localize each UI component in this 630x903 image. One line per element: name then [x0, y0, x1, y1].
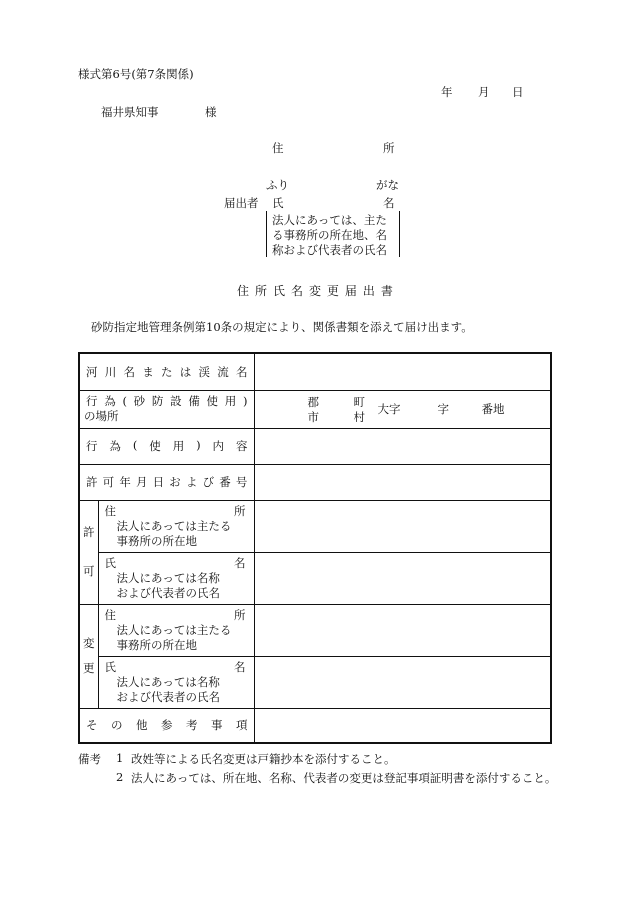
permit-group-label: 許 可 [79, 500, 98, 604]
river-name-field[interactable] [254, 353, 551, 390]
row-permit-date [79, 464, 551, 500]
applicant-note-line-2: る事務所の所在地、名 [272, 228, 387, 242]
permit-address-label: 住 所 法人にあっては主たる 事務所の所在地 [98, 500, 254, 552]
change-name-field[interactable] [254, 656, 551, 708]
row-permit-address [79, 500, 551, 552]
permit-name-label: 氏 名 法人にあっては名称 および代表者の氏名 [98, 552, 254, 604]
change-address-label: 住 所 法人にあっては主たる 事務所の所在地 [98, 604, 254, 656]
title-char: 住 [237, 284, 250, 298]
title-char: 所 [254, 284, 267, 298]
banchi-label: 番地 [481, 402, 505, 416]
cho-label: 町 [353, 395, 365, 409]
form-number: 様式第6号(第7条関係) [78, 67, 194, 81]
applicant-address-label-2: 所 [383, 141, 395, 155]
applicant-note-line-3: 称および代表者の氏名 [272, 243, 387, 257]
note-2-number: 2 [116, 770, 124, 784]
applicant-role: 届出者 [224, 196, 259, 210]
location-label: 行 為 ( 砂 防 設 備 使 用 ) の場所 [79, 390, 254, 428]
content-field[interactable] [254, 428, 551, 464]
row-content [79, 428, 551, 464]
change-address-field[interactable] [254, 604, 551, 656]
content-label: 行 為 ( 使 用 ) 内 容 [79, 428, 254, 464]
note-2-text: 法人にあっては、所在地、名称、代表者の変更は登記事項証明書を添付すること。 [131, 771, 557, 785]
permit-name-field[interactable] [254, 552, 551, 604]
river-name-label: 河 川 名 ま た は 渓 流 名 [79, 353, 254, 390]
date-day: 日 [512, 85, 524, 99]
change-group-label: 変 更 [79, 604, 98, 708]
note-1-number: 1 [116, 751, 124, 765]
permit-address-field[interactable] [254, 500, 551, 552]
row-change-address [79, 604, 551, 656]
permit-date-label: 許 可 年 月 日 お よ び 番 号 [79, 464, 254, 500]
oaza-label: 大字 [377, 402, 401, 416]
title-char: 出 [362, 284, 375, 298]
other-label: そ の 他 参 考 事 項 [79, 708, 254, 743]
permit-date-field[interactable] [254, 464, 551, 500]
row-change-name [79, 656, 551, 708]
title-char: 届 [344, 284, 357, 298]
row-other [79, 708, 551, 743]
furigana-label-2: がな [376, 178, 399, 192]
row-location [79, 390, 551, 428]
other-field[interactable] [254, 708, 551, 743]
date-month: 月 [478, 85, 490, 99]
gun-label: 郡 [307, 395, 319, 409]
applicant-name-label-1: 氏 [272, 196, 284, 210]
change-name-label: 氏 名 法人にあっては名称 および代表者の氏名 [98, 656, 254, 708]
addressee: 福井県知事 [101, 105, 159, 119]
title-char: 更 [326, 284, 339, 298]
date-year: 年 [441, 85, 453, 99]
title-char: 氏 [272, 284, 285, 298]
title-char: 名 [290, 284, 303, 298]
row-river-name [79, 353, 551, 390]
document-title [237, 282, 393, 299]
applicant-note-line-1: 法人にあっては、主た [272, 213, 387, 227]
son-label: 村 [353, 410, 365, 424]
note-1-text: 改姓等による氏名変更は戸籍抄本を添付すること。 [131, 752, 396, 766]
title-char: 書 [380, 284, 393, 298]
furigana-label-1: ふり [266, 178, 289, 192]
notes-label: 備考 [78, 752, 101, 766]
aza-label: 字 [437, 402, 449, 416]
title-char: 変 [308, 284, 321, 298]
applicant-address-label-1: 住 [272, 141, 284, 155]
honorific: 様 [205, 105, 217, 119]
applicant-name-label-2: 名 [383, 196, 395, 210]
form-table [78, 352, 552, 744]
row-permit-name [79, 552, 551, 604]
location-field[interactable] [254, 390, 551, 428]
shi-label: 市 [307, 410, 319, 424]
intro-text: 砂防指定地管理条例第10条の規定により、関係書類を添えて届け出ます。 [91, 320, 473, 334]
